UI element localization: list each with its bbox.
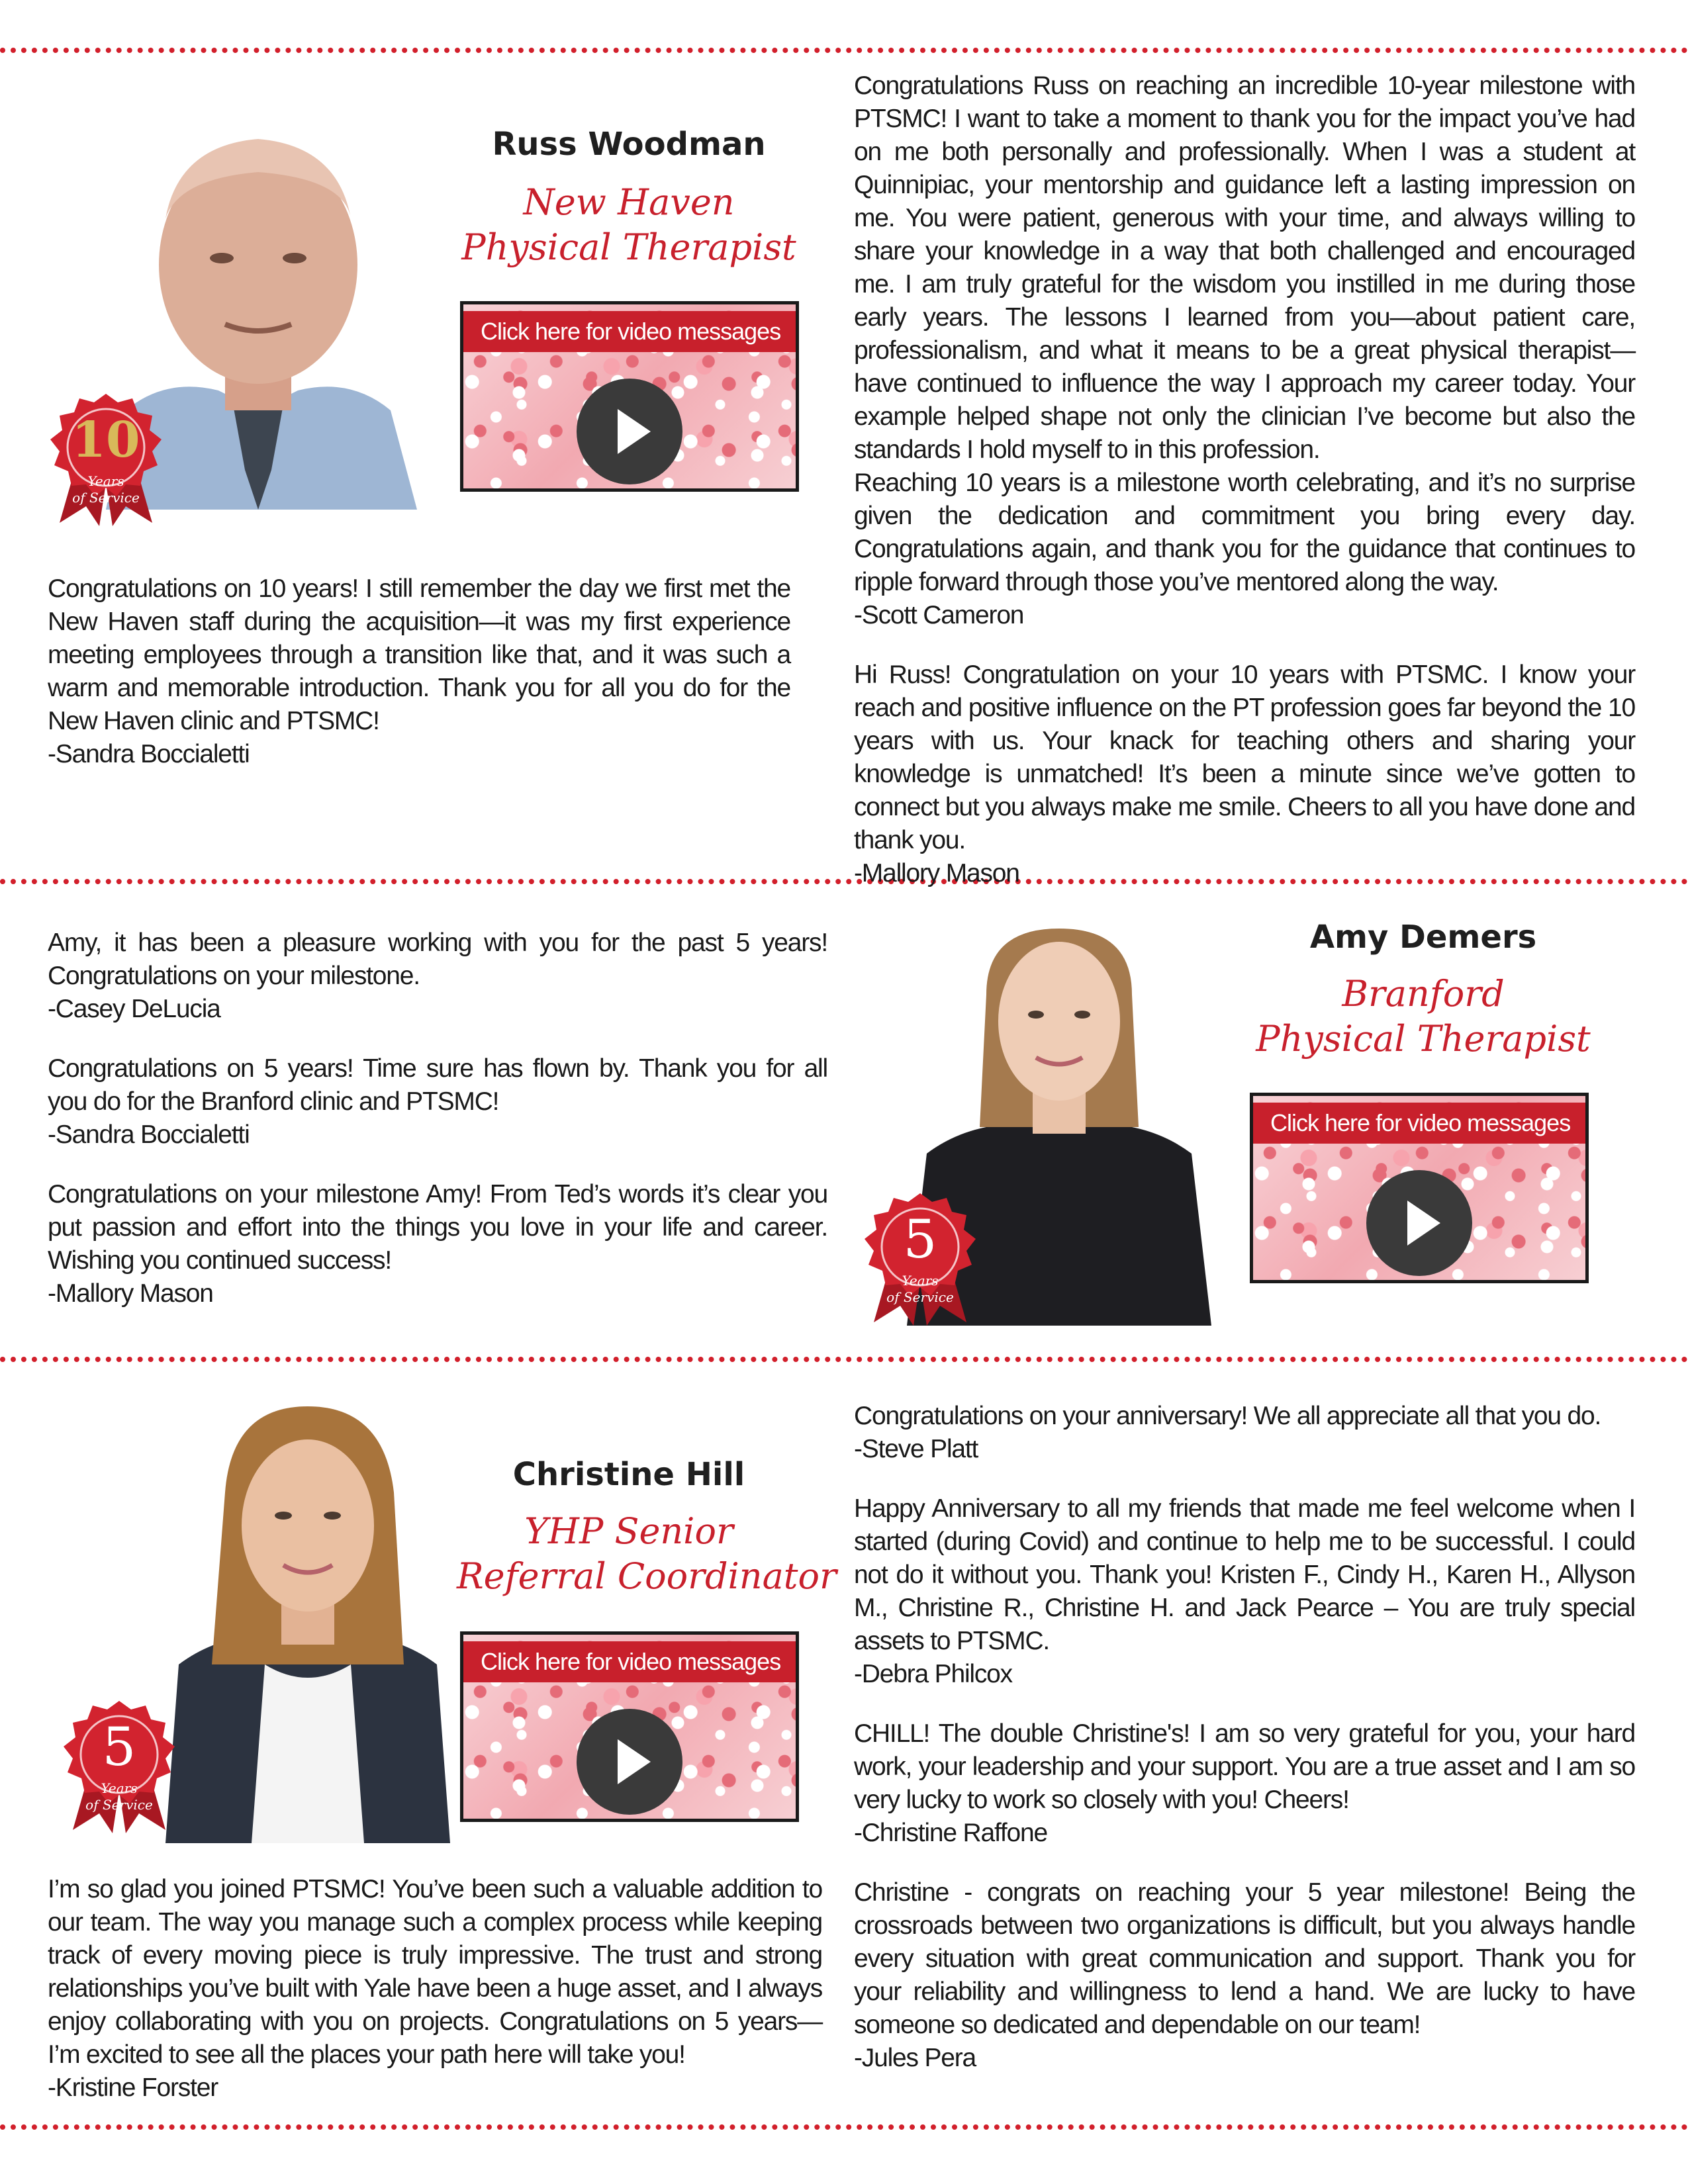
video-messages-button[interactable] <box>460 1631 799 1822</box>
messages-left <box>48 927 827 1310</box>
badge-number: 5 <box>102 1716 136 1778</box>
photo-christine <box>165 1387 450 1843</box>
badge-service-label: of Service <box>886 1289 954 1305</box>
badge-5-years <box>53 1698 185 1837</box>
message-text: Congratulations on 5 years! Time sure has flown by. Thank you for all you do for the Branford clinic and PTSMC! <box>48 1054 827 1116</box>
role-line-2: Physical Therapist <box>461 226 796 268</box>
role-line-2: Physical Therapist <box>1256 1018 1591 1060</box>
message-signature: -Casey DeLucia <box>48 995 220 1023</box>
message-text: Reaching 10 years is a milestone worth celebrating, and it’s no surprise given the dedication and commitment you bring every day. Congratulations again, and thank you for the guidance that continues to ripple forward through those you’ve mentored along the way. <box>854 469 1635 596</box>
play-icon[interactable] <box>577 379 682 484</box>
badge-number: 5 <box>903 1208 937 1270</box>
role-line-1: YHP Senior <box>524 1510 733 1552</box>
message-text: I’m so glad you joined PTSMC! You’ve been such a valuable addition to our team. The way you manage such a complex process while keeping track of every moving piece is truly impressive. The trust and strong relationships you’ve built with Yale have been a huge asset, and I always enjoy collaborating with you on projects. Congratulations on 5 years—I’m excited to see all the places your path here will take you! <box>48 1875 822 2069</box>
message-text: Congratulations on your anniversary! We all appreciate all that you do. <box>854 1402 1601 1430</box>
badge-service-label: of Service <box>85 1797 153 1813</box>
message-signature: -Sandra Boccialetti <box>48 740 250 768</box>
messages-right <box>854 1400 1635 2075</box>
message-signature: -Sandra Boccialetti <box>48 1120 250 1149</box>
video-messages-button[interactable] <box>460 301 799 492</box>
message-text: Amy, it has been a pleasure working with you for the past 5 years! Congratulations on your milestone. <box>48 929 827 990</box>
video-banner-label: Click here for video messages <box>1253 1103 1585 1144</box>
section-russ <box>0 0 1688 887</box>
employee-role <box>457 1509 837 1599</box>
message-signature: -Christine Raffone <box>854 1819 1047 1847</box>
badge-years-label: Years <box>101 1780 138 1796</box>
employee-name: Amy Demers <box>1309 919 1537 956</box>
message-text: Congratulations Russ on reaching an incredible 10-year milestone with PTSMC! I want to take a moment to thank you for the impact you’ve had on me both personally and professionally. When I was a student at Quinnipiac, your mentorship and guidance left a lasting impression on me. You were patient, generous with your time, and always willing to share your knowledge in a way that both challenged and encouraged me. I am truly grateful for the wisdom you instilled in me during those early years. The lessons I learned from you—about patient care, professionalism, and what it means to be a great physical therapist—have continued to influence the way I approach my career today. Your example helped shape not only the clinician I’ve become but also the standards I hold myself to in this profession. <box>854 71 1635 464</box>
role-line-1: Branford <box>1342 973 1505 1015</box>
message-signature: -Mallory Mason <box>854 859 1019 887</box>
role-line-2: Referral Coordinator <box>457 1555 837 1597</box>
section-christine <box>0 1357 1688 2124</box>
divider-bottom <box>0 2124 1688 2130</box>
employee-name: Russ Woodman <box>492 126 766 163</box>
role-line-1: New Haven <box>523 181 735 223</box>
messages-right <box>854 69 1635 890</box>
message-text: Congratulations on 10 years! I still remember the day we first met the New Haven staff during the acquisition—it was my first experience meeting employees through a transition like that, and it was such a warm and memorable introduction. Thank you for all you do for the New Haven clinic and PTSMC! <box>48 574 790 735</box>
messages-left <box>48 1873 822 2105</box>
badge-years-label: Years <box>902 1273 939 1289</box>
employee-role <box>1244 972 1602 1062</box>
message-signature: -Jules Pera <box>854 2044 976 2072</box>
message-signature: -Debra Philcox <box>854 1660 1012 1688</box>
employee-role <box>457 180 801 270</box>
badge-years-label: Years <box>87 473 124 489</box>
badge-service-label: of Service <box>72 490 140 506</box>
message-signature: -Scott Cameron <box>854 601 1024 629</box>
video-banner-label: Click here for video messages <box>463 311 796 352</box>
message-text: Happy Anniversary to all my friends that made me feel welcome when I started (during Covid) and continue to help me to be successful. I could not do it without you. Thank you! Kristen F., Cindy H., Karen H., Allyson M., Christine R., Christine H. and Jack Pearce – You are truly special assets to PTSMC. <box>854 1494 1635 1655</box>
message-text: Hi Russ! Congratulation on your 10 years with PTSMC. I know your reach and positive influence on the PT profession goes far beyond the 10 years with us. Your knack for teaching others and sharing your knowledge is unmatched! It’s been a minute since we’ve gotten to connect but you always make me smile. Cheers to all you have done and thank you. <box>854 660 1635 854</box>
video-messages-button[interactable] <box>1250 1093 1589 1283</box>
badge-number: 10 <box>71 412 140 469</box>
message-text: Congratulations on your milestone Amy! From Ted’s words it’s clear you put passion and effort into the things you love in your life and career. Wishing you continued success! <box>48 1180 827 1275</box>
messages-left <box>48 572 790 771</box>
message-signature: -Steve Platt <box>854 1435 978 1463</box>
section-amy <box>0 879 1688 1357</box>
message-text: Christine - congrats on reaching your 5 year milestone! Being the crossroads between two organizations is difficult, but you always handle every situation with great communication and support. Thank you for your reliability and willingness to lend a hand. We are lucky to have someone so dedicated and dependable on our team! <box>854 1878 1635 2039</box>
badge-10-years <box>40 390 172 529</box>
play-icon[interactable] <box>1366 1170 1472 1276</box>
video-banner-label: Click here for video messages <box>463 1641 796 1682</box>
badge-5-years <box>854 1190 986 1329</box>
play-icon[interactable] <box>577 1709 682 1815</box>
message-signature: -Kristine Forster <box>48 2073 218 2102</box>
message-signature: -Mallory Mason <box>48 1279 213 1308</box>
message-text: CHILL! The double Christine's! I am so very grateful for you, your hard work, your leadership and your support. You are a true asset and I am so very lucky to work so closely with you! Cheers! <box>854 1719 1635 1814</box>
employee-name: Christine Hill <box>512 1456 745 1493</box>
